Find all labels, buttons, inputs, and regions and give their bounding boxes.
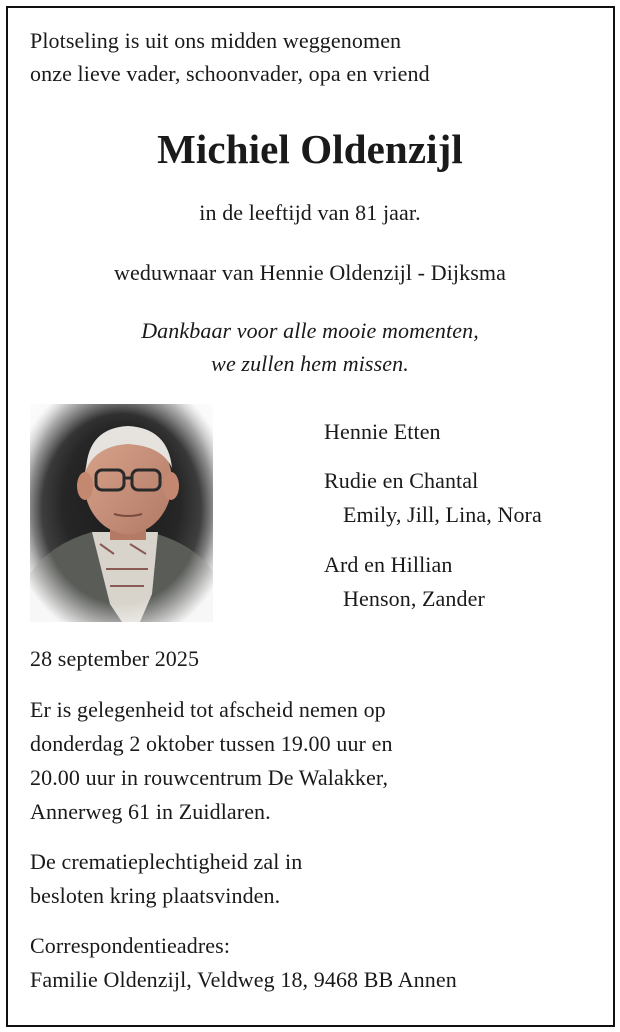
correspondence-label: Correspondentieadres: <box>30 933 231 958</box>
family-member-1: Hennie Etten <box>324 419 441 444</box>
farewell-line-3: 20.00 uur in rouwcentrum De Walakker, <box>30 765 389 790</box>
family-member-3-children: Henson, Zander <box>343 586 485 611</box>
deceased-name: Michiel Oldenzijl <box>157 126 463 172</box>
spouse-line: weduwnaar van Hennie Oldenzijl - Dijksma <box>114 260 506 285</box>
farewell-line-1: Er is gelegenheid tot afscheid nemen op <box>30 697 386 722</box>
cremation-line-2: besloten kring plaatsvinden. <box>30 883 281 908</box>
farewell-line-2: donderdag 2 oktober tussen 19.00 uur en <box>30 731 393 756</box>
quote-line-1: Dankbaar voor alle mooie momenten, <box>141 318 479 343</box>
portrait-photo <box>30 404 213 622</box>
intro-line-1: Plotseling is uit ons midden weggenomen <box>30 28 402 53</box>
cremation-line-1: De crematieplechtigheid zal in <box>30 849 303 874</box>
age-line: in de leeftijd van 81 jaar. <box>199 200 421 225</box>
family-member-2-children: Emily, Jill, Lina, Nora <box>343 502 542 527</box>
intro-line-2: onze lieve vader, schoonvader, opa en vriend <box>30 61 430 86</box>
quote-line-2: we zullen hem missen. <box>211 351 409 376</box>
date-of-death: 28 september 2025 <box>30 646 200 671</box>
family-member-3: Ard en Hillian <box>324 552 453 577</box>
farewell-line-4: Annerweg 61 in Zuidlaren. <box>30 799 271 824</box>
correspondence-address: Familie Oldenzijl, Veldweg 18, 9468 BB Annen <box>30 967 457 992</box>
family-member-2: Rudie en Chantal <box>324 468 479 493</box>
